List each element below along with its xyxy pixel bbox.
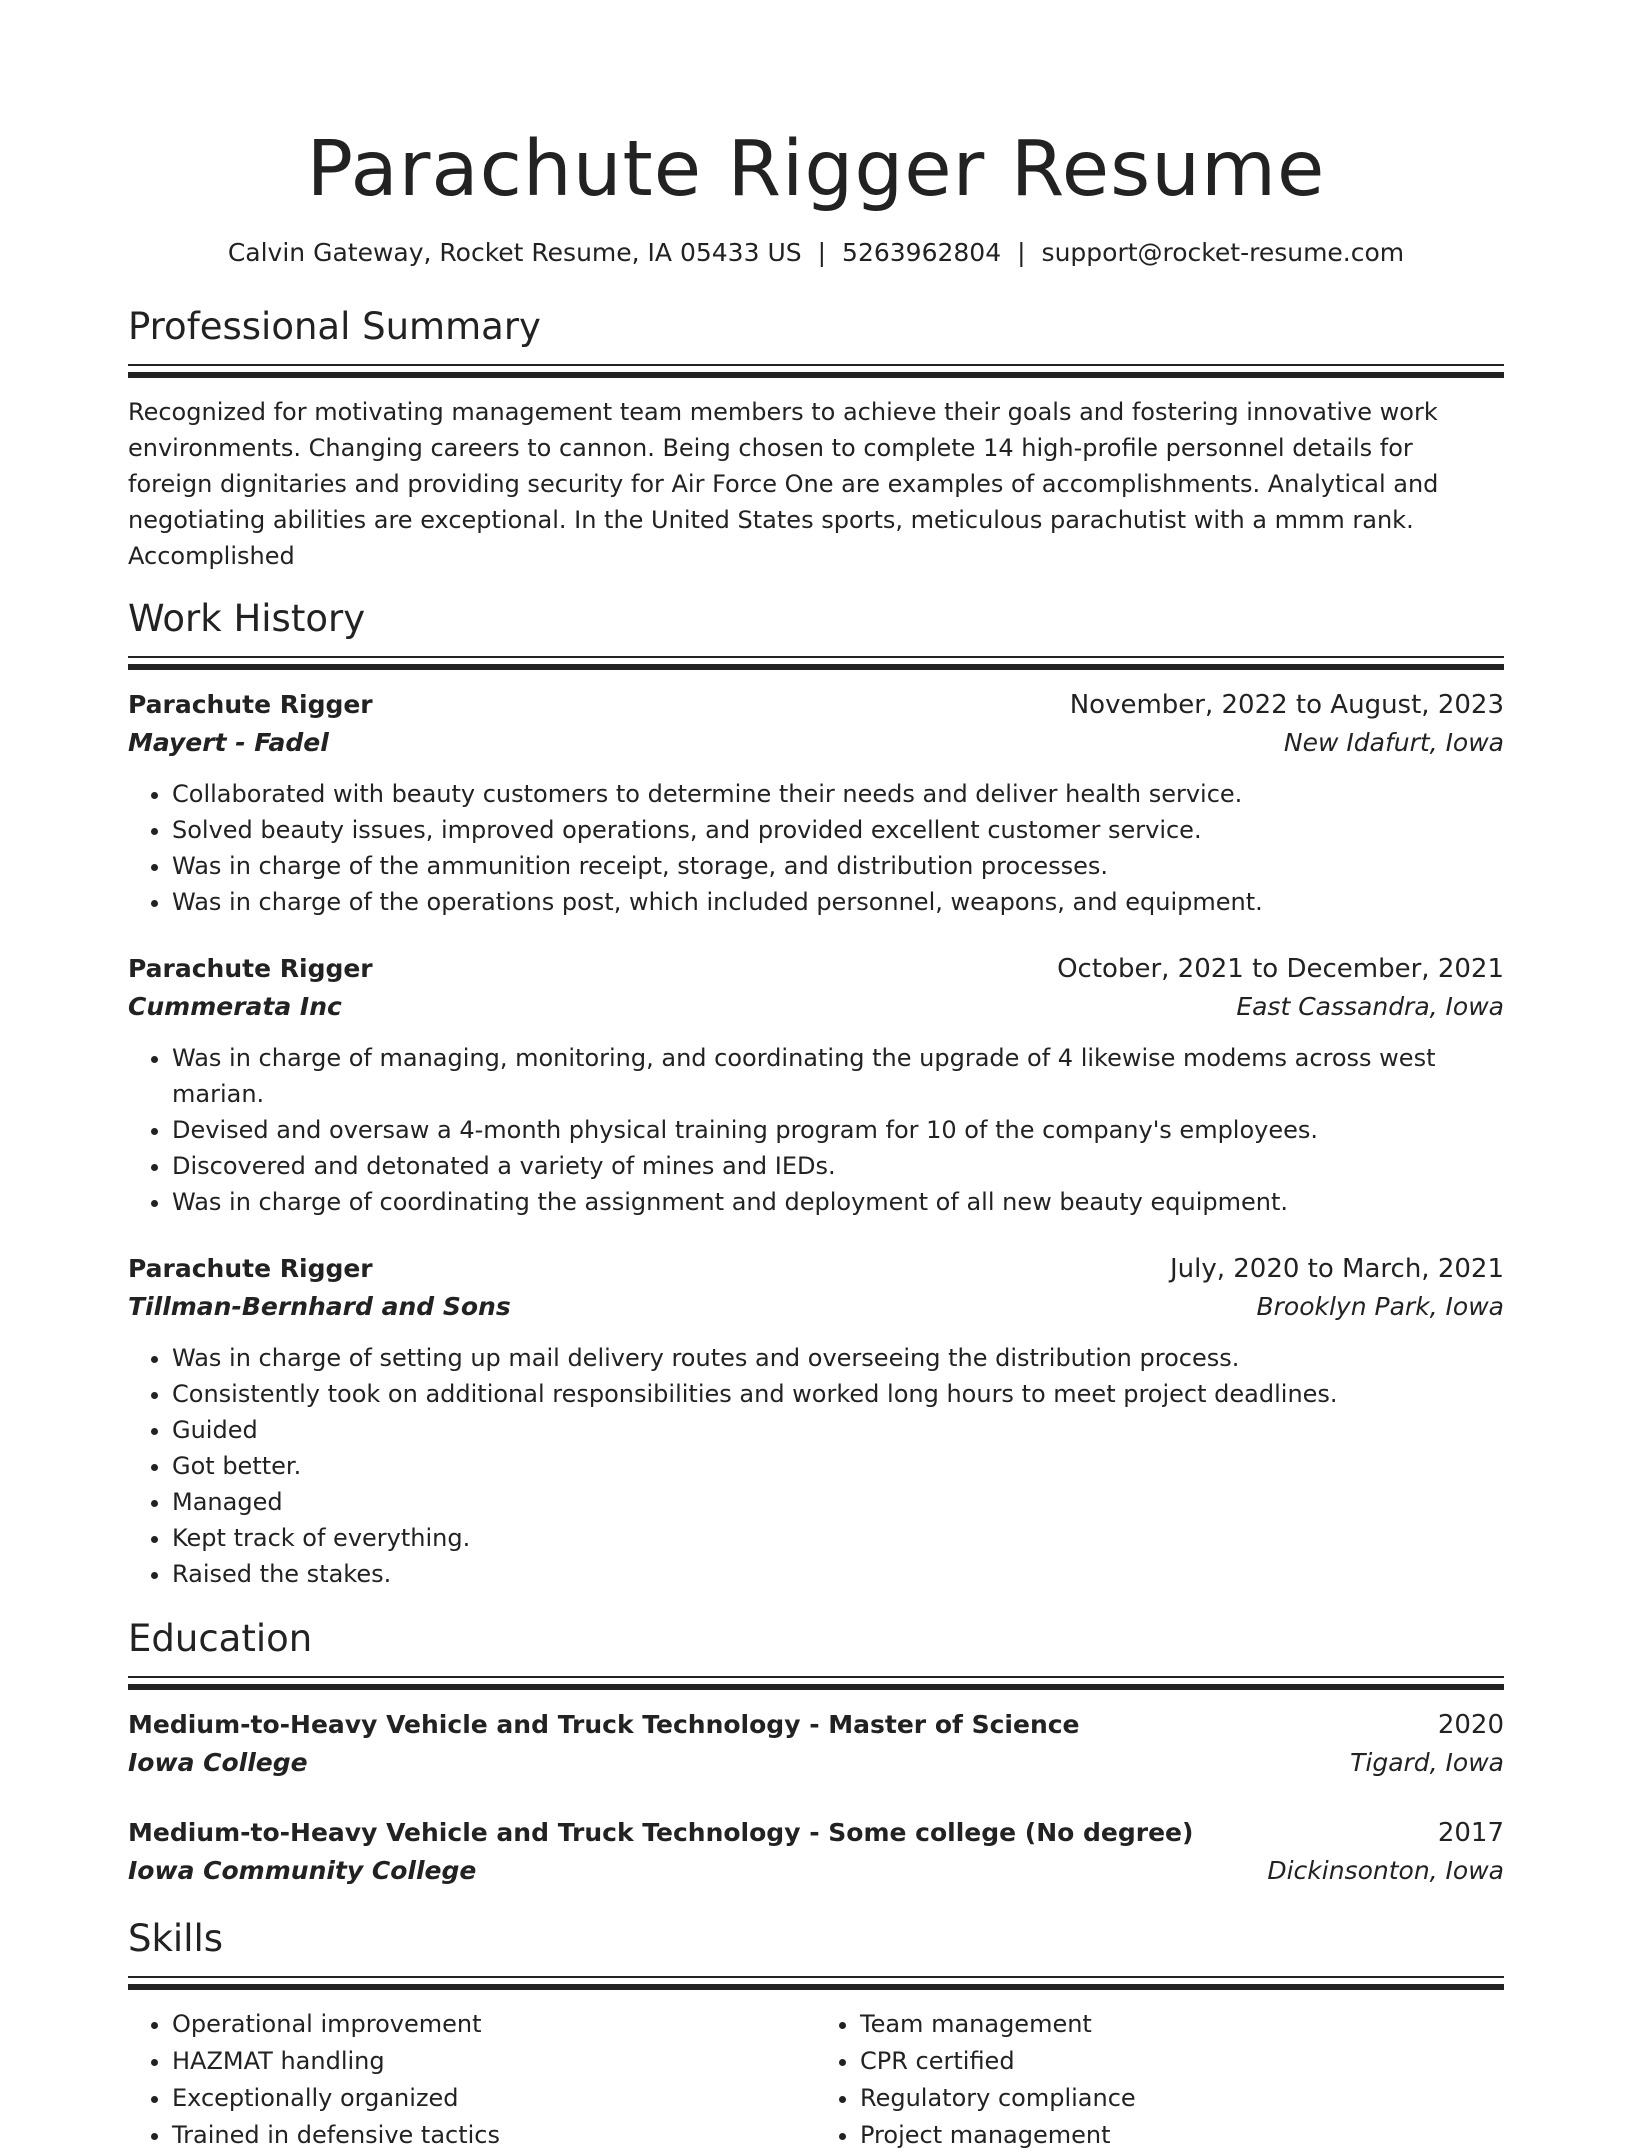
education-degree: Medium-to-Heavy Vehicle and Truck Technology - Master of Science (128, 1710, 1080, 1739)
list-item: • Was in charge of managing, monitoring, and coordinating the upgrade of 4 likewise modems across west marian. (172, 1040, 1504, 1112)
list-item: • Was in charge of setting up mail delivery routes and overseeing the distribution process. (172, 1340, 1504, 1376)
contact-email: support@rocket-resume.com (1041, 238, 1405, 267)
section-heading-summary: Professional Summary (128, 305, 541, 348)
list-item: • Was in charge of the ammunition receipt, storage, and distribution processes. (172, 848, 1504, 884)
list-item: • Collaborated with beauty customers to determine their needs and deliver health service. (172, 776, 1504, 812)
list-item: • Trained in defensive tactics (172, 2117, 816, 2154)
list-item: • CPR certified (860, 2043, 1504, 2080)
list-item: • Discovered and detonated a variety of mines and IEDs. (172, 1148, 1504, 1184)
contact-phone: 5263962804 (842, 238, 1002, 267)
section-divider (128, 364, 1504, 376)
list-item: • HAZMAT handling (172, 2043, 816, 2080)
job-dates: October, 2021 to December, 2021 (1057, 954, 1504, 984)
list-item: • Consistently took on additional responsibilities and worked long hours to meet project deadlines. (172, 1376, 1504, 1412)
education-entry (128, 1814, 1504, 1890)
section-divider (128, 1676, 1504, 1688)
job-location: New Idafurt, Iowa (1283, 728, 1504, 757)
job-entry (128, 1250, 1504, 1592)
list-item: • Team management (860, 2006, 1504, 2043)
list-item: • Project management (860, 2117, 1504, 2154)
job-dates: November, 2022 to August, 2023 (1069, 690, 1504, 720)
education-degree: Medium-to-Heavy Vehicle and Truck Technology - Some college (No degree) (128, 1818, 1194, 1847)
section-heading-education: Education (128, 1617, 313, 1660)
job-role: Parachute Rigger (128, 1254, 373, 1283)
work-history-section (128, 596, 1504, 1592)
contact-line (128, 236, 1504, 270)
summary-text: Recognized for motivating management team members to achieve their goals and fostering innovative work environments. Changing careers to cannon. Being chosen to complete 14 high-profile personnel details for foreign dignitaries and providing security for Air Force One are examples of accomplishments. Analytical and negotiating abilities are exceptional. In the United States sports, meticulous parachutist with a mmm rank. Accomplished (128, 398, 1439, 570)
contact-separator: | (817, 238, 827, 267)
job-dates: July, 2020 to March, 2021 (1169, 1254, 1504, 1284)
skills-section (128, 1916, 1504, 2154)
education-entry (128, 1706, 1504, 1782)
list-item: • Was in charge of the operations post, which included personnel, weapons, and equipment. (172, 884, 1504, 920)
section-divider (128, 1976, 1504, 1988)
education-location: Dickinsonton, Iowa (1267, 1856, 1504, 1885)
contact-address: Calvin Gateway, Rocket Resume, IA 05433 US (227, 238, 802, 267)
education-school: Iowa College (128, 1748, 308, 1777)
list-item: • Solved beauty issues, improved operations, and provided excellent customer service. (172, 812, 1504, 848)
education-school: Iowa Community College (128, 1856, 477, 1885)
list-item: • Devised and oversaw a 4-month physical training program for 10 of the company's employees. (172, 1112, 1504, 1148)
job-location: Brooklyn Park, Iowa (1256, 1292, 1504, 1321)
list-item: • Operational improvement (172, 2006, 816, 2043)
skills-column-left (128, 2006, 816, 2154)
skills-columns (128, 2006, 1504, 2154)
job-bullets (128, 776, 1504, 920)
job-role: Parachute Rigger (128, 690, 373, 719)
skills-column-right (816, 2006, 1504, 2154)
job-role: Parachute Rigger (128, 954, 373, 983)
section-divider (128, 656, 1504, 668)
section-heading-work-history: Work History (128, 597, 366, 640)
list-item: • Kept track of everything. (172, 1520, 1504, 1556)
job-entry (128, 686, 1504, 920)
job-company: Tillman-Bernhard and Sons (128, 1292, 511, 1321)
job-company: Cummerata Inc (128, 992, 342, 1021)
job-entry (128, 950, 1504, 1220)
education-year: 2020 (1437, 1710, 1504, 1740)
summary-section (128, 304, 1504, 574)
job-location: East Cassandra, Iowa (1236, 992, 1504, 1021)
job-bullets (128, 1340, 1504, 1592)
resume-title: Parachute Rigger Resume (306, 125, 1326, 214)
education-location: Tigard, Iowa (1350, 1748, 1504, 1777)
list-item: • Got better. (172, 1448, 1504, 1484)
list-item: • Exceptionally organized (172, 2080, 816, 2117)
section-heading-skills: Skills (128, 1917, 224, 1960)
education-year: 2017 (1437, 1818, 1504, 1848)
job-company: Mayert - Fadel (128, 728, 329, 757)
list-item: • Guided (172, 1412, 1504, 1448)
list-item: • Managed (172, 1484, 1504, 1520)
list-item: • Raised the stakes. (172, 1556, 1504, 1592)
contact-separator: | (1017, 238, 1026, 267)
list-item: • Was in charge of coordinating the assignment and deployment of all new beauty equipment. (172, 1184, 1504, 1220)
education-section (128, 1616, 1504, 1890)
list-item: • Regulatory compliance (860, 2080, 1504, 2117)
job-bullets (128, 1040, 1504, 1220)
